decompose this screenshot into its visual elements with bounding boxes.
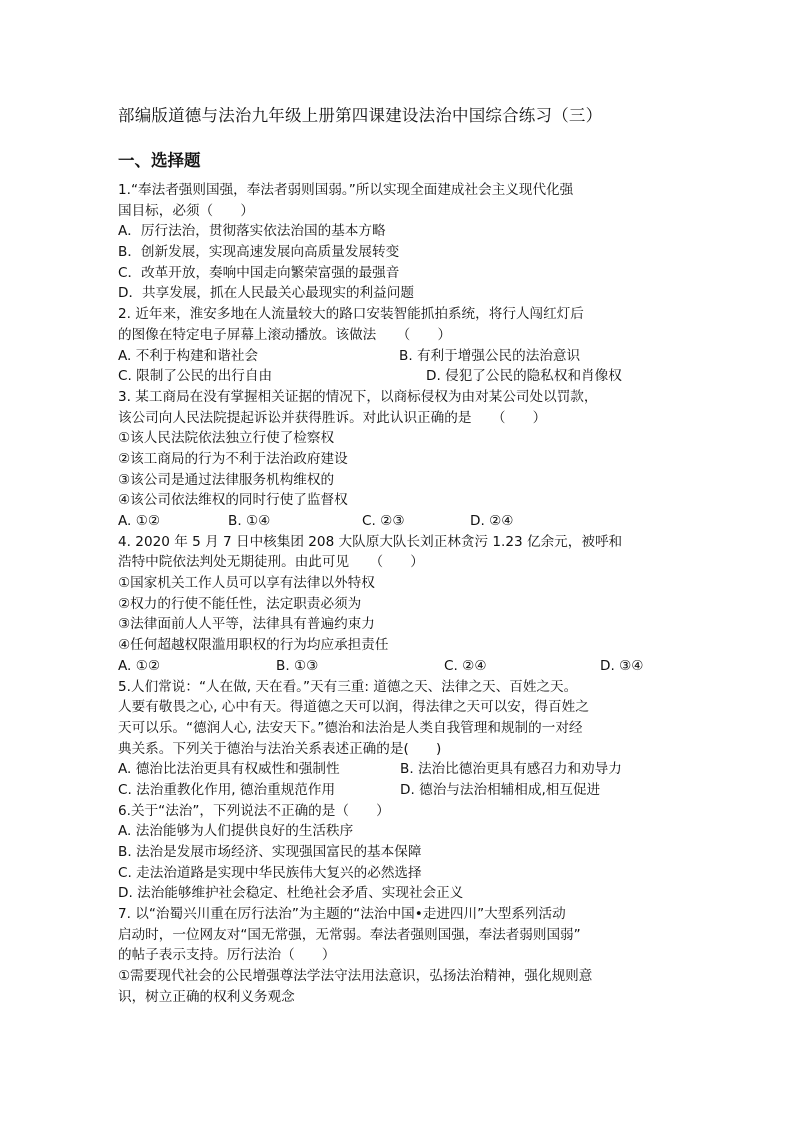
text-line: B．创新发展，实现高速发展向高质量发展转变: [118, 244, 400, 261]
text-line: ①需要现代社会的公民增强尊法学法守法用法意识，弘扬法治精神，强化规则意: [118, 968, 593, 985]
text-line: 启动时，一位网友对“国无常强，无常弱。奉法者强则国强，奉法者弱则国弱”: [118, 926, 581, 943]
section-heading: 一、选择题: [118, 151, 201, 170]
text-line: C．改革开放，奏响中国走向繁荣富强的最强音: [118, 264, 400, 281]
option-d: D. 侵犯了公民的隐私权和肖像权: [426, 368, 622, 385]
text-line: 3. 某工商局在没有掌握相关证据的情况下，以商标侵权为由对某公司处以罚款，: [118, 388, 598, 405]
option-a: A. ①②: [118, 657, 161, 674]
text-line: 该公司向人民法院提起诉讼并获得胜诉。对此认识正确的是 （ ）: [118, 409, 547, 426]
text-line: 国目标，必须（ ）: [118, 202, 254, 219]
option-d: D. 德治与法治相辅相成,相互促进: [400, 781, 601, 798]
option-b: B. 有利于增强公民的法治意识: [399, 347, 581, 364]
option-b: B. ①④: [228, 513, 271, 529]
option-c: C. ②③: [362, 513, 405, 529]
document-title: 部编版道德与法治九年级上册第四课建设法治中国综合练习（三）: [118, 106, 603, 125]
text-line: ①国家机关工作人员可以享有法律以外特权: [118, 575, 375, 592]
option-a: A. 不利于构建和谐社会: [118, 347, 259, 364]
option-d: D. ③④: [600, 657, 644, 674]
text-line: ④该公司依法维权的同时行使了监督权: [118, 492, 348, 509]
option-b: B. ①③: [276, 657, 319, 674]
question-body: [118, 180, 690, 1008]
option-d: D. ②④: [470, 513, 514, 529]
text-line: ③法律面前人人平等，法律具有普遍约束力: [118, 616, 375, 633]
text-line: A. 法治能够为人们提供良好的生活秩序: [118, 823, 354, 840]
text-line: 4. 2020 年 5 月 7 日中核集团 208 大队原大队长刘正林贪污 1.23 亿余元，被呼和: [118, 533, 623, 550]
text-line: 1.“奉法者强则国强，奉法者弱则国弱。”所以实现全面建成社会主义现代化强: [118, 182, 574, 198]
text-line: 5.人们常说：“人在做, 天在看。”天有三重: 道德之天、法律之天、百姓之天。: [118, 678, 578, 695]
text-line: 6.关于“法治”，下列说法不正确的是（ ）: [118, 802, 390, 819]
text-line: ③该公司是通过法律服务机构维权的: [118, 471, 335, 488]
text-line: D．共享发展，抓在人民最关心最现实的利益问题: [118, 285, 414, 302]
text-line: 识，树立正确的权利义务观念: [118, 988, 295, 1005]
text-line: 的图像在特定电子屏幕上滚动播放。该做法 （ ）: [118, 326, 452, 343]
text-line: B. 法治是发展市场经济、实现强国富民的基本保障: [118, 844, 422, 860]
text-line: 的帖子表示支持。厉行法治（ ）: [118, 947, 336, 964]
text-line: 浩特中院依法判处无期徒刑。由此可见 （ ）: [118, 554, 424, 571]
option-a: A. ①②: [118, 513, 161, 529]
option-row: [118, 759, 690, 780]
option-c: C. 限制了公民的出行自由: [118, 368, 273, 385]
text-line: ①该人民法院依法独立行使了检察权: [118, 430, 335, 447]
text-line: 人要有敬畏之心, 心中有天。得道德之天可以润，得法律之天可以安，得百姓之: [118, 699, 589, 716]
option-a: A. 德治比法治更具有权威性和强制性: [118, 761, 340, 778]
text-line: ④任何超越权限滥用职权的行为均应承担责任: [118, 637, 389, 654]
text-line: 2. 近年来，淮安多地在人流量较大的路口安装智能抓拍系统，将行人闯红灯后: [118, 306, 584, 323]
text-line: 天可以乐。“德润人心, 法安天下。”德治和法治是人类自我管理和规制的一对经: [118, 719, 583, 736]
text-line: A．厉行法治，贯彻落实依法治国的基本方略: [118, 223, 386, 240]
option-b: B. 法治比德治更具有感召力和劝导力: [400, 761, 622, 778]
option-row: [118, 346, 690, 367]
text-line: D. 法治能够维护社会稳定、杜绝社会矛盾、实现社会正义: [118, 885, 464, 902]
text-line: ②权力的行使不能任性，法定职责必须为: [118, 595, 362, 612]
option-row: [118, 656, 690, 677]
option-row: [118, 780, 690, 801]
text-line: 典关系。下列关于德治与法治关系表述正确的是( ): [118, 740, 442, 757]
option-row: [118, 366, 690, 387]
text-line: ②该工商局的行为不利于法治政府建设: [118, 450, 348, 467]
text-line: 7. 以“治蜀兴川重在厉行法治”为主题的“法治中国•走进四川”大型系列活动: [118, 906, 566, 923]
option-c: C. 法治重教化作用, 德治重规范作用: [118, 781, 336, 798]
option-c: C. ②④: [444, 657, 487, 674]
option-row: [118, 511, 690, 532]
text-line: C. 走法治道路是实现中华民族伟大复兴的必然选择: [118, 864, 422, 881]
